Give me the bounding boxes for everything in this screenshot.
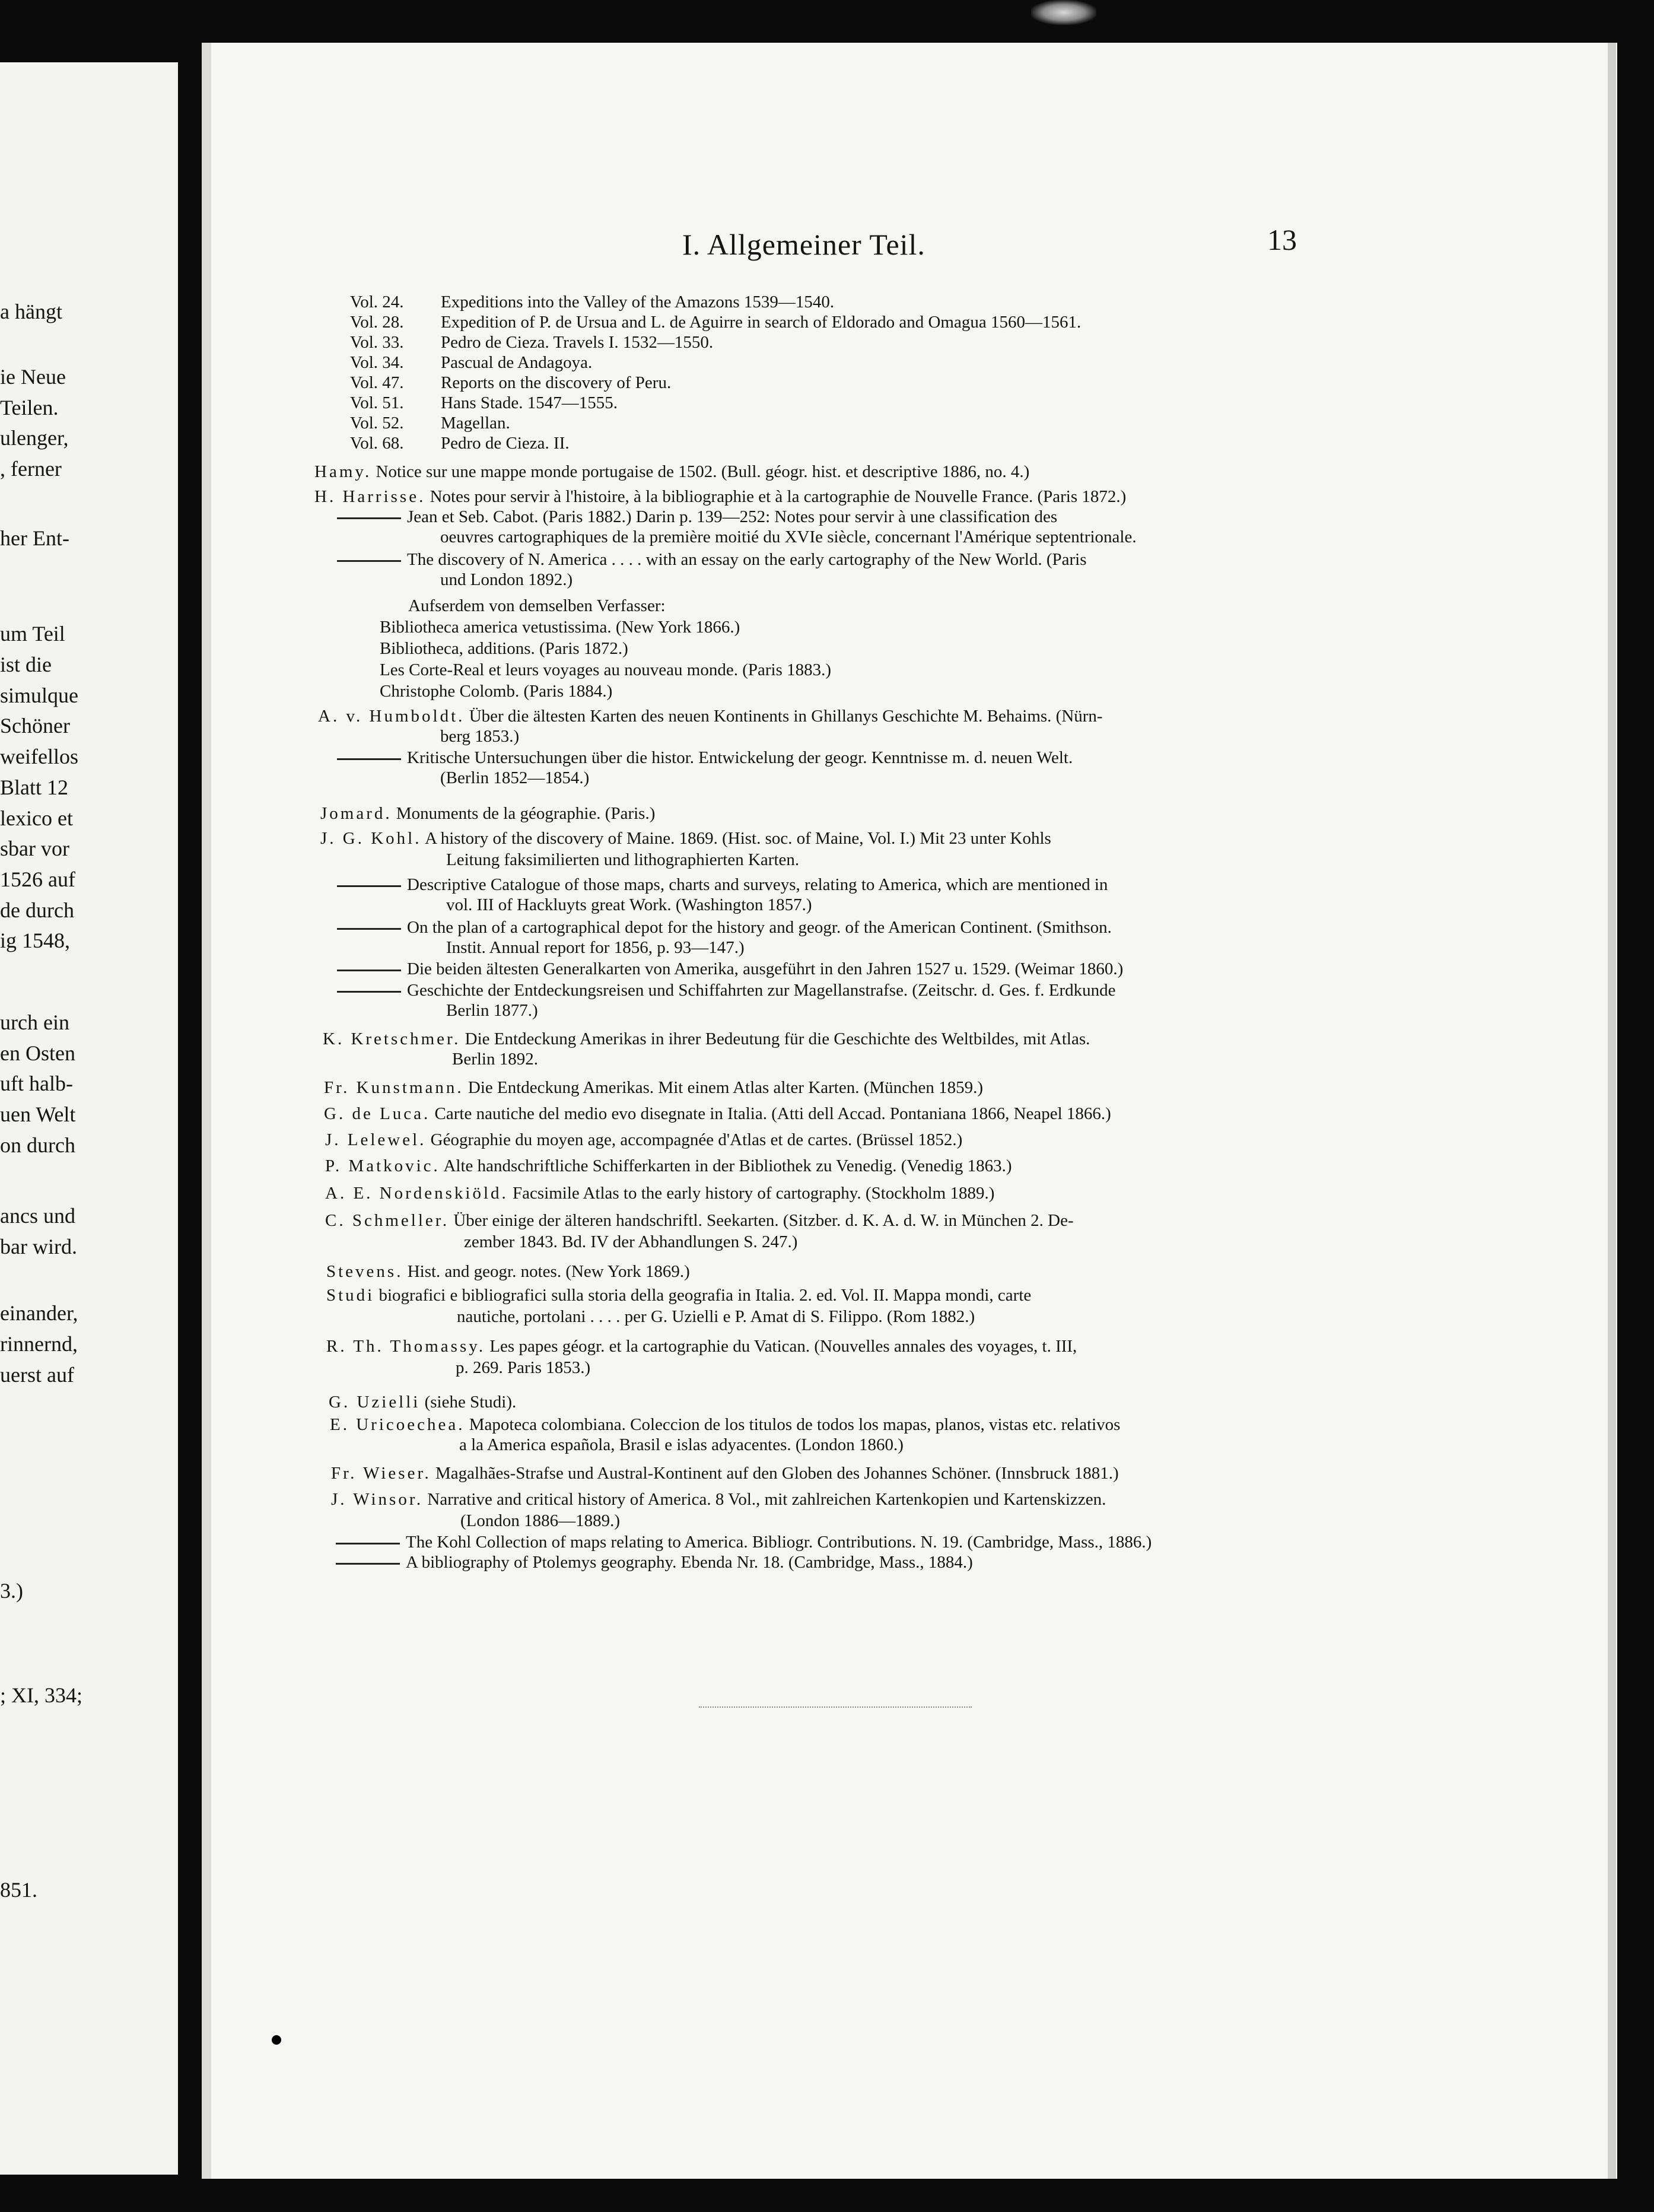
left-page-fragment: lexico et	[0, 806, 73, 830]
bibliography-continuation	[446, 1000, 538, 1021]
bibliography-entry	[337, 875, 1108, 895]
left-page-fragment: ist die	[0, 653, 52, 676]
entry-text: Christophe Colomb. (Paris 1884.)	[380, 682, 613, 701]
bibliography-entry	[324, 1078, 983, 1098]
entry-text: (London 1886—1889.)	[460, 1511, 621, 1530]
left-page-fragment: uft halb-	[0, 1072, 73, 1095]
entry-text: a la America española, Brasil e islas adyacentes. (London 1860.)	[459, 1435, 904, 1454]
bibliography-entry	[337, 917, 1112, 937]
entry-text: Notes pour servir à l'histoire, à la bibliographie et à la cartographie de Nouvelle France. (Paris 1872.)	[430, 487, 1127, 506]
bibliography-entry	[329, 1392, 516, 1412]
left-page-fragment: Schöner	[0, 714, 70, 738]
left-page-fragment: uerst auf	[0, 1363, 74, 1387]
entry-text: Mapoteca colombiana. Coleccion de los titulos de todos los mapas, planos, vistas etc. relativos	[469, 1415, 1121, 1434]
bibliography-entry	[314, 487, 1126, 507]
page-header-title: I. Allgemeiner Teil.	[682, 228, 925, 261]
author-name: R. Th. Thomassy.	[326, 1337, 486, 1356]
entry-text: Magellan.	[441, 414, 510, 433]
bibliography-subentry	[380, 638, 628, 659]
volume-number: Vol. 34.	[350, 353, 404, 372]
left-page-fragment: einander,	[0, 1301, 78, 1325]
bibliography-entry	[323, 1029, 1090, 1049]
left-page-fragment: ulenger,	[0, 426, 69, 450]
bibliography-continuation	[446, 937, 745, 958]
bibliography-entry	[326, 1336, 1077, 1356]
bibliography-line	[350, 393, 618, 413]
entry-text: Expeditions into the Valley of the Amazons 1539—1540.	[441, 293, 835, 312]
volume-number: Vol. 24.	[350, 293, 404, 312]
volume-number: Vol. 52.	[350, 414, 404, 433]
left-page-fragment: ig 1548,	[0, 929, 71, 952]
entry-text: Bibliotheca america vetustissima. (New York 1866.)	[380, 618, 740, 637]
bibliography-entry	[326, 1285, 1031, 1305]
entry-text: biografici e bibliografici sulla storia della geografia in Italia. 2. ed. Vol. II. Mappa mondi, carte	[378, 1286, 1032, 1305]
bibliography-line	[350, 332, 714, 352]
bibliography-entry	[326, 1261, 690, 1282]
ditto-dash	[337, 885, 401, 887]
bibliography-entry	[337, 549, 1087, 570]
bibliography-line	[350, 312, 1082, 332]
bibliography-entry	[314, 462, 1029, 482]
entry-text: Reports on the discovery of Peru.	[441, 373, 672, 392]
left-page-fragment: Blatt 12	[0, 776, 68, 799]
author-name: Hamy.	[314, 462, 372, 481]
ditto-dash	[337, 991, 401, 993]
bibliography-line	[350, 433, 570, 453]
entry-text: Facsimile Atlas to the early history of cartography. (Stockholm 1889.)	[513, 1184, 995, 1203]
author-name: H. Harrisse.	[314, 487, 426, 506]
bibliography-line	[350, 413, 510, 433]
bibliography-entry	[337, 748, 1073, 768]
bibliography-continuation	[456, 1358, 590, 1378]
volume-number: Vol. 33.	[350, 333, 404, 352]
left-page-fragment: ; XI, 334;	[0, 1683, 82, 1707]
author-name: Fr. Wieser.	[331, 1464, 431, 1483]
bibliography-entry	[336, 1552, 973, 1572]
author-name: A. v. Humboldt.	[318, 707, 465, 726]
entry-text: Aufserdem von demselben Verfasser:	[408, 596, 666, 615]
entry-text: Über einige der älteren handschriftl. Seekarten. (Sitzber. d. K. A. d. W. in München 2. De-	[453, 1211, 1074, 1230]
entry-text: p. 269. Paris 1853.)	[456, 1358, 591, 1377]
left-page-fragment: ancs und	[0, 1204, 75, 1228]
left-page-fragment: weifellos	[0, 745, 78, 768]
bibliography-continuation	[459, 1435, 904, 1455]
entry-text: Descriptive Catalogue of those maps, charts and surveys, relating to America, which are mentioned in	[407, 875, 1108, 894]
bibliography-entry	[320, 803, 655, 824]
entry-text: Die Entdeckung Amerikas in ihrer Bedeutung für die Geschichte des Weltbildes, mit Atlas.	[465, 1029, 1090, 1048]
bibliography-entry	[330, 1415, 1120, 1435]
volume-number: Vol. 51.	[350, 393, 404, 412]
entry-text: Hans Stade. 1547—1555.	[441, 393, 618, 412]
ditto-dash	[337, 758, 401, 760]
left-page-fragment: 1526 auf	[0, 867, 75, 891]
entry-text: Jean et Seb. Cabot. (Paris 1882.) Darin p. 139—252: Notes pour servir à une classification des	[407, 507, 1058, 526]
entry-text: Geschichte der Entdeckungsreisen und Schiffahrten zur Magellanstrafse. (Zeitschr. d. Ges. f. Erdkunde	[407, 981, 1116, 1000]
bibliography-continuation	[446, 895, 812, 915]
entry-text: Die beiden ältesten Generalkarten von Amerika, ausgeführt in den Jahren 1527 u. 1529. (Weimar 1860.)	[407, 959, 1124, 978]
bibliography-entry	[325, 1210, 1074, 1231]
entry-text: oeuvres cartographiques de la première moitié du XVIe siècle, concernant l'Amérique septentrionale.	[440, 527, 1137, 546]
entry-text: Berlin 1877.)	[446, 1001, 538, 1020]
entry-text: Bibliotheca, additions. (Paris 1872.)	[380, 639, 628, 658]
entry-text: nautiche, portolani . . . . per G. Uzielli e P. Amat di S. Filippo. (Rom 1882.)	[457, 1307, 975, 1326]
left-page-fragment: Teilen.	[0, 396, 59, 419]
left-page-fragment: ie Neue	[0, 365, 66, 389]
left-page-fragment: bar wird.	[0, 1235, 77, 1258]
left-facing-page	[0, 62, 178, 2175]
entry-text: Berlin 1892.	[452, 1050, 538, 1069]
entry-text: A bibliography of Ptolemys geography. Ebenda Nr. 18. (Cambridge, Mass., 1884.)	[406, 1553, 973, 1572]
entry-text: Pedro de Cieza. II.	[441, 434, 570, 453]
bibliography-entry	[325, 1183, 994, 1203]
bibliography-entry	[325, 1130, 962, 1150]
author-name: G. Uzielli	[329, 1393, 421, 1412]
left-page-fragment: sbar vor	[0, 837, 69, 860]
entry-text: Instit. Annual report for 1856, p. 93—147.)	[446, 938, 745, 957]
left-page-fragment: rinnernd,	[0, 1332, 78, 1356]
author-name: P. Matkovic.	[325, 1156, 440, 1175]
entry-text: The Kohl Collection of maps relating to America. Bibliogr. Contributions. N. 19. (Cambridge, Mass., 1886.)	[406, 1533, 1152, 1552]
bibliography-continuation	[452, 1049, 538, 1069]
entry-text: Carte nautiche del medio evo disegnate in Italia. (Atti dell Accad. Pontaniana 1866, Neapel 1866.)	[434, 1104, 1111, 1123]
bibliography-entry	[331, 1463, 1119, 1483]
ditto-dash	[337, 517, 401, 519]
author-name: J. Lelewel.	[325, 1130, 427, 1149]
ditto-dash	[336, 1563, 400, 1565]
entry-text: Les papes géogr. et la cartographie du Vatican. (Nouvelles annales des voyages, t. III,	[489, 1337, 1077, 1356]
ditto-dash	[337, 970, 401, 971]
entry-text: (siehe Studi).	[424, 1393, 517, 1412]
entry-text: Les Corte-Real et leurs voyages au nouveau monde. (Paris 1883.)	[380, 660, 832, 679]
bibliography-entry	[337, 980, 1116, 1000]
bibliography-line	[350, 352, 593, 373]
author-name: Jomard.	[320, 804, 392, 823]
author-name: G. de Luca.	[324, 1104, 431, 1123]
entry-text: zember 1843. Bd. IV der Abhandlungen S. 247.)	[464, 1232, 798, 1251]
entry-text: Hist. and geogr. notes. (New York 1869.)	[407, 1262, 690, 1281]
bibliography-entry	[325, 1156, 1012, 1176]
volume-number: Vol. 68.	[350, 434, 404, 453]
entry-text: The discovery of N. America . . . . with an essay on the early cartography of the New World. (Paris	[407, 550, 1087, 569]
left-page-fragment: uen Welt	[0, 1102, 76, 1126]
bibliography-line	[350, 373, 672, 393]
left-page-fragment: , ferner	[0, 457, 62, 481]
entry-text: Narrative and critical history of America. 8 Vol., mit zahlreichen Kartenkopien und Kartenskizzen.	[427, 1490, 1106, 1509]
entry-text: Alte handschriftliche Schifferkarten in der Bibliothek zu Venedig. (Venedig 1863.)	[443, 1156, 1012, 1175]
left-page-fragment: 851.	[0, 1878, 37, 1902]
author-name: J. G. Kohl.	[320, 829, 422, 848]
bibliography-entry	[324, 1104, 1111, 1124]
bibliography-continuation	[460, 1511, 620, 1531]
left-page-fragment: a hängt	[0, 300, 62, 323]
author-name: Fr. Kunstmann.	[324, 1078, 464, 1097]
bibliography-subentry	[380, 681, 612, 701]
left-page-fragment: de durch	[0, 898, 74, 922]
left-page-fragment: 3.)	[0, 1579, 23, 1603]
author-name: Stevens.	[326, 1262, 403, 1281]
bibliography-line	[350, 292, 835, 312]
bibliography-continuation	[446, 850, 799, 870]
ditto-dash	[337, 560, 401, 562]
bibliography-continuation	[440, 726, 519, 746]
volume-number: Vol. 28.	[350, 313, 404, 332]
entry-text: On the plan of a cartographical depot for the history and geogr. of the American Continent. (Smithson.	[407, 918, 1112, 937]
ditto-dash	[336, 1543, 400, 1544]
page-edge	[1608, 43, 1616, 2179]
bibliography-continuation	[440, 527, 1137, 547]
entry-text: Pascual de Andagoya.	[441, 353, 593, 372]
bibliography-entry	[336, 1532, 1152, 1552]
entry-text: Notice sur une mappe monde portugaise de 1502. (Bull. géogr. hist. et descriptive 1886, no. 4.)	[376, 462, 1030, 481]
bibliography-subentry	[380, 617, 740, 637]
left-page-fragment: urch ein	[0, 1010, 69, 1034]
bibliography-continuation	[464, 1232, 797, 1252]
entry-text: Über die ältesten Karten des neuen Kontinents in Ghillanys Geschichte M. Behaims. (Nürn-	[469, 707, 1103, 726]
volume-number: Vol. 47.	[350, 373, 404, 392]
bibliography-continuation	[440, 570, 572, 590]
ink-dot	[272, 2035, 281, 2045]
section-separator	[699, 1706, 972, 1708]
bibliography-entry	[331, 1489, 1106, 1509]
left-page-fragment: her Ent-	[0, 526, 69, 550]
author-name: E. Uricoechea.	[330, 1415, 465, 1434]
bibliography-entry	[320, 828, 1051, 848]
entry-text: vol. III of Hackluyts great Work. (Washington 1857.)	[446, 895, 812, 914]
entry-text: Expedition of P. de Ursua and L. de Aguirre in search of Eldorado and Omagua 1560—1561.	[441, 313, 1082, 332]
bibliography-continuation	[440, 768, 589, 788]
page-number: 13	[1267, 223, 1297, 256]
left-page-fragment: on durch	[0, 1133, 75, 1157]
top-ink-blot	[1031, 0, 1096, 25]
entry-text: Géographie du moyen age, accompagnée d'Atlas et de cartes. (Brüssel 1852.)	[430, 1130, 963, 1149]
left-page-fragment: um Teil	[0, 622, 65, 646]
bibliography-entry	[337, 507, 1057, 527]
bibliography-subentry	[380, 660, 831, 680]
entry-text: Kritische Untersuchungen über die histor. Entwickelung der geogr. Kenntnisse m. d. neuen Welt.	[407, 748, 1073, 767]
author-name: J. Winsor.	[331, 1490, 424, 1509]
author-name: K. Kretschmer.	[323, 1029, 461, 1048]
entry-text: und London 1892.)	[440, 570, 573, 589]
entry-text: Die Entdeckung Amerikas. Mit einem Atlas alter Karten. (München 1859.)	[467, 1078, 984, 1097]
author-name: C. Schmeller.	[325, 1211, 450, 1230]
bibliography-entry	[318, 706, 1103, 726]
entry-text: Magalhães-Strafse und Austral-Kontinent auf den Globen des Johannes Schöner. (Innsbruck 1881.)	[435, 1464, 1119, 1483]
ditto-dash	[337, 928, 401, 930]
subheading	[408, 596, 666, 616]
entry-text: Pedro de Cieza. Travels I. 1532—1550.	[441, 333, 714, 352]
entry-text: Leitung faksimilierten und lithographierten Karten.	[446, 850, 800, 869]
left-page-fragment: en Osten	[0, 1041, 75, 1065]
author-name: A. E. Nordenskiöld.	[325, 1184, 508, 1203]
entry-text: A history of the discovery of Maine. 1869. (Hist. soc. of Maine, Vol. I.) Mit 23 unter Kohls	[425, 829, 1051, 848]
left-page-fragment: simulque	[0, 684, 78, 707]
entry-text: berg 1853.)	[440, 727, 520, 746]
bibliography-continuation	[457, 1307, 975, 1327]
author-name: Studi	[326, 1286, 375, 1305]
entry-text: Monuments de la géographie. (Paris.)	[396, 804, 656, 823]
entry-text: (Berlin 1852—1854.)	[440, 768, 590, 787]
bibliography-entry	[337, 959, 1123, 979]
